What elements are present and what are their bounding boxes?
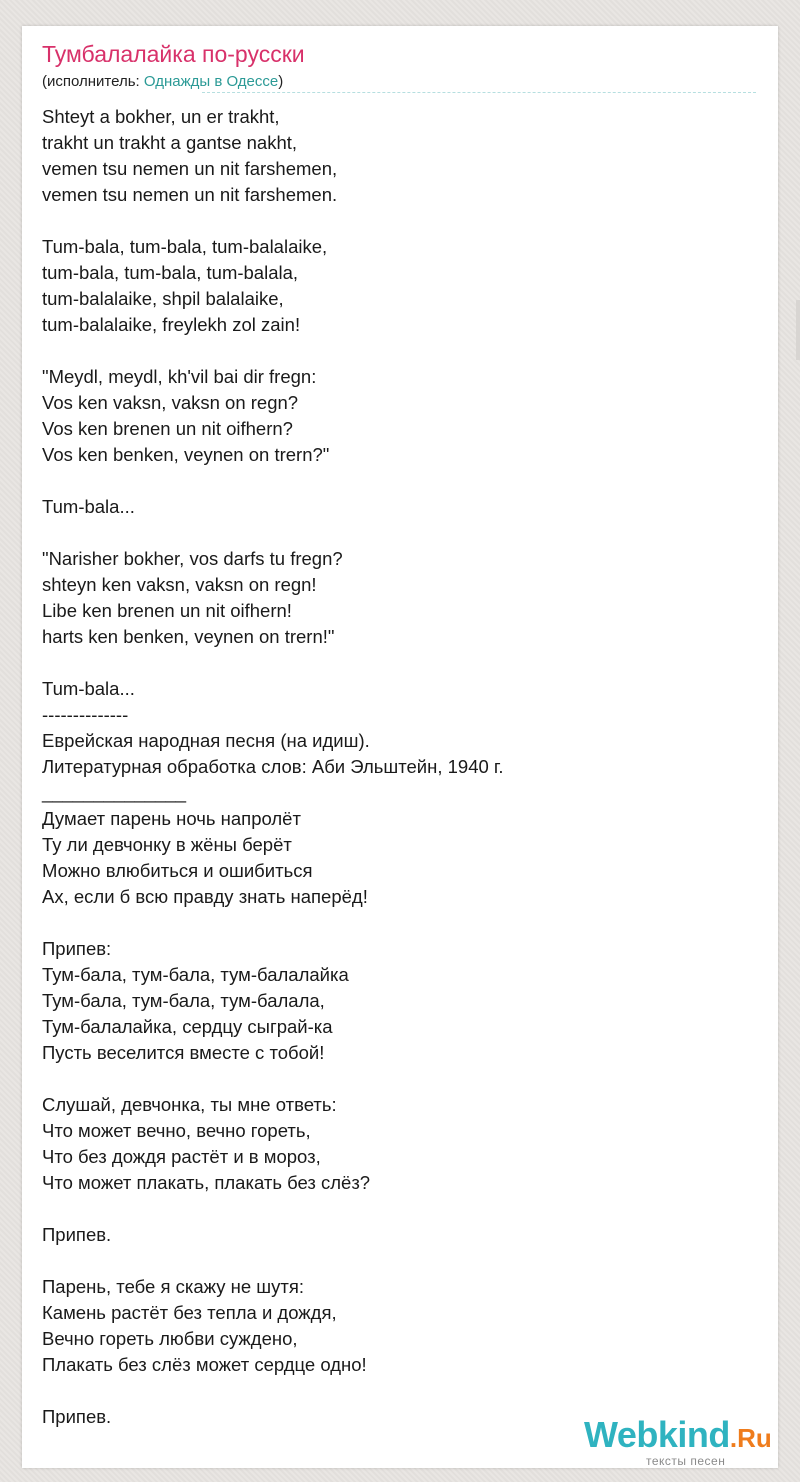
performer-line	[42, 73, 283, 90]
lyric-line: Vos ken vaksn, vaksn on regn?	[42, 392, 299, 413]
lyric-line	[42, 1378, 742, 1404]
lyric-line: Еврейская народная песня (на идиш).	[42, 730, 370, 751]
lyric-line: Что может вечно, вечно гореть,	[42, 1120, 311, 1141]
scrollbar[interactable]	[796, 300, 800, 360]
lyric-line: "Narisher bokher, vos darfs tu fregn?	[42, 548, 343, 569]
lyric-line: Думает парень ночь напролёт	[42, 808, 301, 829]
lyric-line: Тум-балалайка, сердцу сыграй-ка	[42, 1016, 333, 1037]
lyric-line	[42, 208, 742, 234]
logo-brand: Webkind	[584, 1414, 730, 1455]
lyric-line: Тум-бала, тум-бала, тум-балалайка	[42, 964, 349, 985]
lyric-line: Вечно гореть любви суждено,	[42, 1328, 298, 1349]
lyric-line: "Meydl, meydl, kh'vil bai dir fregn:	[42, 366, 317, 387]
lyric-line: Слушай, девчонка, ты мне ответь:	[42, 1094, 337, 1115]
song-title: Тумбалалайка по-русски	[42, 41, 305, 67]
lyric-line: Парень, тебе я скажу не шутя:	[42, 1276, 304, 1297]
lyric-line	[42, 338, 742, 364]
lyric-line: Припев.	[42, 1406, 112, 1427]
lyric-line: Shteyt a bokher, un er trakht,	[42, 106, 280, 127]
lyric-line: Ту ли девчонку в жёны берёт	[42, 834, 292, 855]
lyric-line: Vos ken benken, veynen on trern?"	[42, 444, 330, 465]
lyric-line: Libe ken brenen un nit oifhern!	[42, 600, 292, 621]
site-logo[interactable]	[584, 1414, 772, 1468]
lyric-line: tum-bala, tum-bala, tum-balala,	[42, 262, 299, 283]
lyric-line: tum-balalaike, shpil balalaike,	[42, 288, 284, 309]
lyric-line	[42, 1196, 742, 1222]
lyric-line: --------------	[42, 704, 129, 725]
lyric-line	[42, 468, 742, 494]
logo-tld: .Ru	[729, 1423, 772, 1453]
performer-link[interactable]: Однажды в Одессе	[143, 73, 279, 90]
lyric-line: Тум-бала, тум-бала, тум-балала,	[42, 990, 325, 1011]
lyric-line	[42, 1248, 742, 1274]
lyric-line	[42, 650, 742, 676]
lyric-line: Плакать без слёз может сердце одно!	[42, 1354, 367, 1375]
performer-prefix: (исполнитель:	[42, 73, 144, 90]
lyrics-text	[42, 104, 742, 1430]
lyric-line: Tum-bala, tum-bala, tum-balalaike,	[42, 236, 328, 257]
logo-tagline: тексты песен	[646, 1454, 726, 1468]
lyric-line: Tum-bala...	[42, 678, 135, 699]
lyric-line	[42, 1066, 742, 1092]
lyric-line	[42, 910, 742, 936]
lyric-line: Припев:	[42, 938, 112, 959]
lyric-line: tum-balalaike, freylekh zol zain!	[42, 314, 301, 335]
performer-suffix: )	[278, 73, 284, 90]
lyric-line: Литературная обработка слов: Аби Эльштейн, 1940 г.	[42, 756, 504, 777]
lyric-line: shteyn ken vaksn, vaksn on regn!	[42, 574, 317, 595]
lyric-line	[42, 520, 742, 546]
lyric-line: Ах, если б всю правду знать наперёд!	[42, 886, 368, 907]
lyric-line: Припев.	[42, 1224, 112, 1245]
lyric-line: Что без дождя растёт и в мороз,	[42, 1146, 321, 1167]
lyric-line: Что может плакать, плакать без слёз?	[42, 1172, 371, 1193]
lyric-line: ______________	[42, 782, 187, 803]
lyric-line: Можно влюбиться и ошибиться	[42, 860, 313, 881]
lyric-line: vemen tsu nemen un nit farshemen,	[42, 158, 338, 179]
lyric-line: Камень растёт без тепла и дождя,	[42, 1302, 337, 1323]
lyric-line: Пусть веселится вместе с тобой!	[42, 1042, 325, 1063]
lyric-line: trakht un trakht a gantse nakht,	[42, 132, 298, 153]
lyric-line: vemen tsu nemen un nit farshemen.	[42, 184, 338, 205]
lyric-line: harts ken benken, veynen on trern!"	[42, 626, 335, 647]
lyrics-card	[22, 26, 778, 1468]
lyric-line: Tum-bala...	[42, 496, 135, 517]
header-divider	[202, 92, 756, 93]
lyric-line: Vos ken brenen un nit oifhern?	[42, 418, 293, 439]
